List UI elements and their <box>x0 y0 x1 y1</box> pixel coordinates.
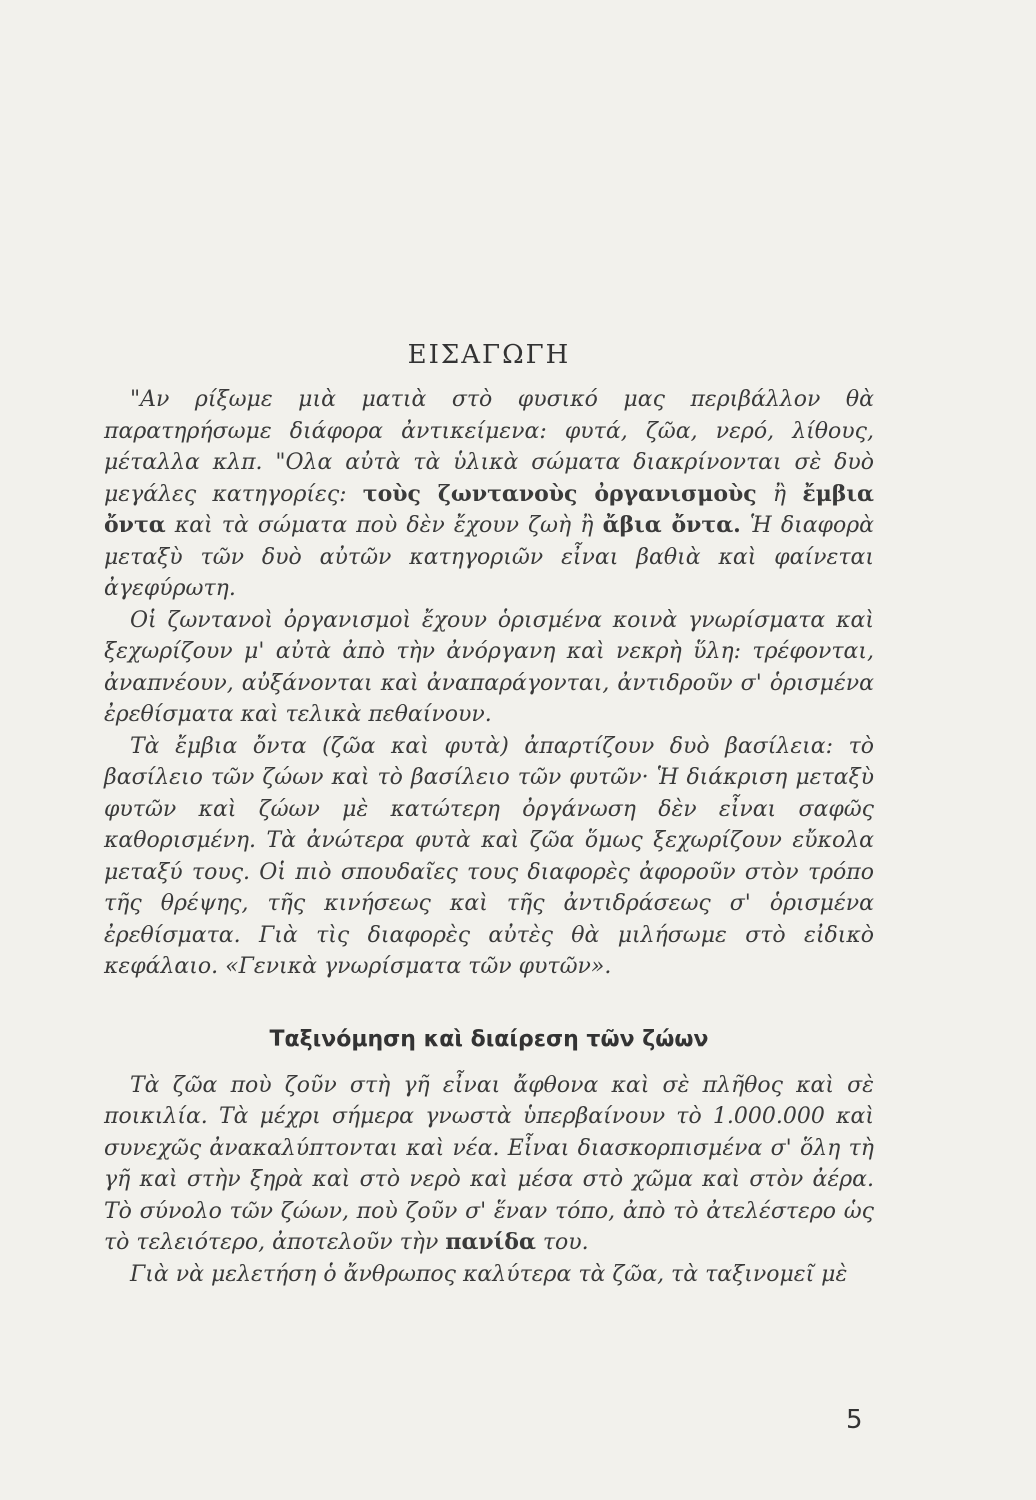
bold-term: πανίδα <box>445 1229 536 1255</box>
text-run: του. <box>535 1230 589 1255</box>
section-paragraph-2: Γιὰ νὰ μελετήση ὁ ἄνθρωπος καλύτερα τὰ ζῶα, τὰ ταξινομεῖ μὲ <box>130 1261 848 1287</box>
bold-term: ἔμβια ὄντα <box>104 480 874 538</box>
text-run: "Αν ρίξωμε μιὰ ματιὰ στὸ φυσικό μας περιβάλλον θὰ παρατηρήσωμε διάφορα ἀντικείμενα: φυτά, ζῶα, νερό, λίθους, μέταλλα κλπ. "Ολα αὐτὰ τὰ ὑλικὰ σώματα διακρίνονται σὲ δυὸ μεγάλες κατηγορίες: <box>104 387 874 507</box>
section-paragraph-1 <box>104 1070 874 1259</box>
intro-paragraph-2: Οἱ ζωντανοὶ ὀργανισμοὶ ἔχουν ὁρισμένα κοινὰ γνωρίσματα καὶ ξεχωρίζουν μ' αὐτὰ ἀπὸ τὴν ἀνόργανη καὶ νεκρὴ ὕλη: τρέφονται, ἀναπνέουν, αὐξάνονται καὶ ἀναπαράγονται, ἀντιδροῦν σ' ὁρισμένα ἐρεθίσματα καὶ τελικὰ πεθαίνουν. <box>104 607 874 727</box>
intro-paragraph-3: Τὰ ἔμβια ὄντα (ζῶα καὶ φυτὰ) ἀπαρτίζουν δυὸ βασίλεια: τὸ βασίλειο τῶν ζώων καὶ τὸ βασίλειο τῶν φυτῶν· Ἡ διάκριση μεταξὺ φυτῶν καὶ ζώων μὲ κατώτερη ὀργάνωση δὲν εἶναι σαφῶς καθορισμένη. Τὰ ἀνώτερα φυτὰ καὶ ζῶα ὅμως ξεχωρίζουν εὔκολα μεταξύ τους. Οἱ πιὸ σπουδαῖες τους διαφορὲς ἀφοροῦν στὸν τρόπο τῆς θρέψης, τῆς κινήσεως καὶ τῆς ἀντιδράσεως σ' ὁρισμένα ἐρεθίσματα. Γιὰ τὶς διαφορὲς αὐτὲς θὰ μιλήσωμε στὸ εἰδικὸ κεφάλαιο. «Γενικὰ γνωρίσματα τῶν φυτῶν». <box>104 733 874 979</box>
bold-term: ἄβια ὄντα. <box>602 512 741 538</box>
intro-paragraph-1 <box>104 384 874 605</box>
text-run: καὶ τὰ σώματα ποὺ δὲν ἔχουν ζωὴ ἢ <box>165 513 603 538</box>
page-content <box>104 340 874 1290</box>
page-title: ΕΙΣΑΓΩΓΗ <box>407 340 571 370</box>
section-heading: Ταξινόμηση καὶ διαίρεση τῶν ζώων <box>269 1026 709 1052</box>
bold-term: τοὺς ζωντανοὺς ὀργανισμοὺς <box>362 480 757 507</box>
text-run: Ἡ διαφορὰ μεταξὺ τῶν δυὸ αὐτῶν κατηγοριῶν εἶναι βαθιὰ καὶ φαίνεται ἀγεφύρωτη. <box>104 513 874 601</box>
page-number: 5 <box>846 1405 863 1435</box>
text-run: Τὰ ζῶα ποὺ ζοῦν στὴ γῆ εἶναι ἄφθονα καὶ σὲ πλῆθος καὶ σὲ ποικιλία. Τὰ μέχρι σήμερα γνωστὰ ὑπερβαίνουν τὸ 1.000.000 καὶ συνεχῶς ἀνακαλύπτονται καὶ νέα. Εἶναι διασκορπισμένα σ' ὅλη τὴ γῆ καὶ στὴν ξηρὰ καὶ στὸ νερὸ καὶ μέσα στὸ χῶμα καὶ στὸν ἀέρα. Τὸ σύνολο τῶν ζώων, ποὺ ζοῦν σ' ἕναν τόπο, ἀπὸ τὸ ἀτελέστερο ὡς τὸ τελειότερο, ἀποτελοῦν τὴν <box>104 1072 874 1255</box>
text-run: ἢ <box>756 481 803 507</box>
